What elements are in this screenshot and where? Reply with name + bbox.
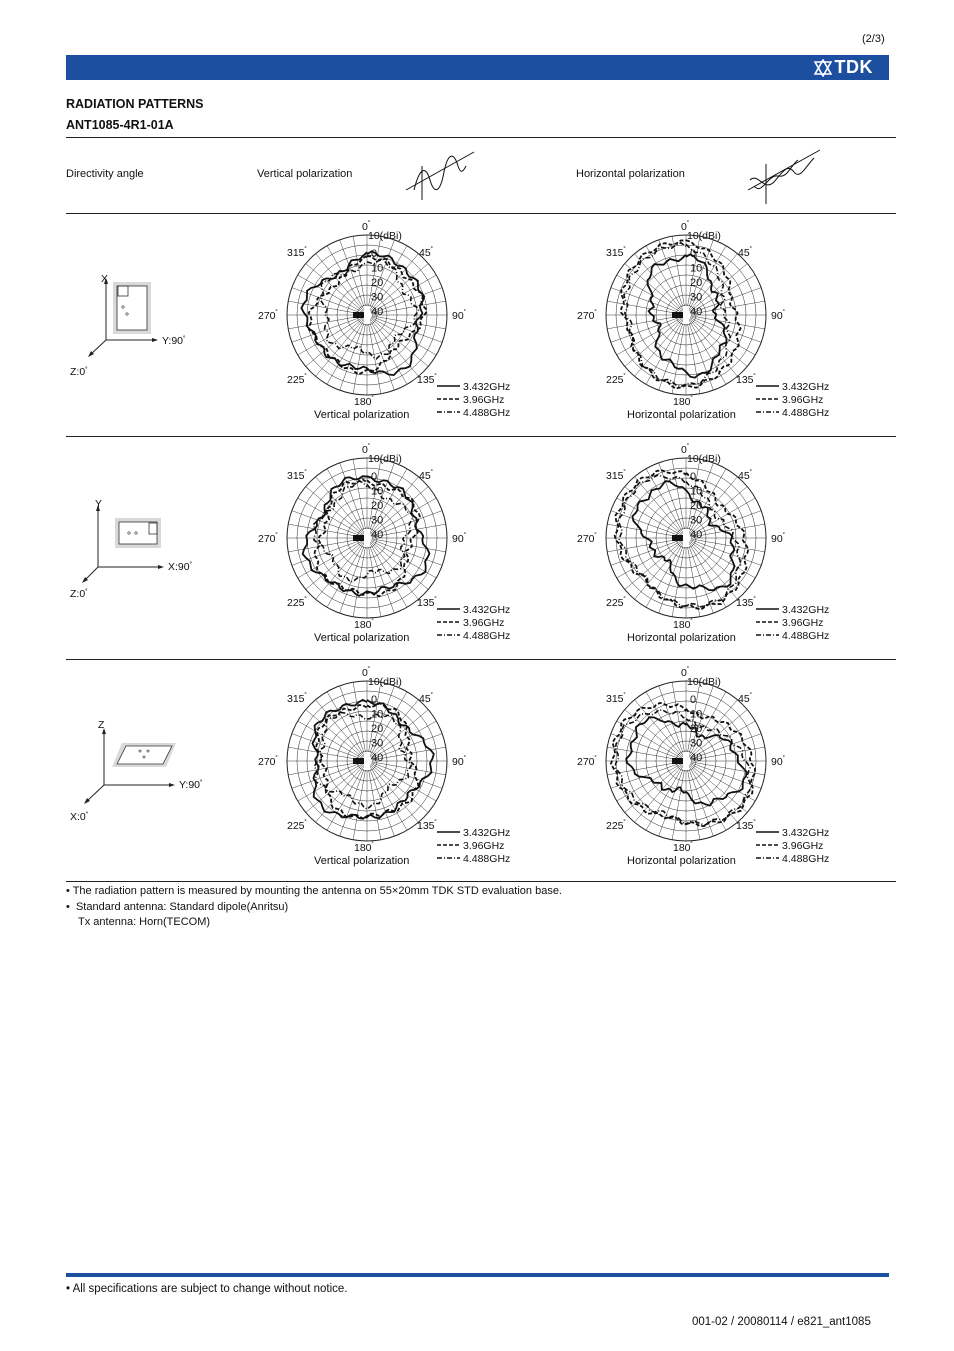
- legend-label: 3.96GHz: [463, 394, 505, 406]
- ring-label: 20: [371, 723, 384, 735]
- note-line: • Standard antenna: Standard dipole(Anritsu): [66, 900, 289, 913]
- unit-label: 10(dBi): [687, 676, 721, 688]
- part-number: ANT1085-4R1-01A: [66, 118, 174, 132]
- axis-up-label: Z: [98, 719, 105, 731]
- ring-label: 40: [690, 306, 703, 318]
- ring-label: 0: [690, 471, 697, 483]
- ring-label: 30: [371, 514, 384, 527]
- angle-label: 315˚: [606, 470, 626, 482]
- legend-label: 3.432GHz: [782, 604, 830, 616]
- ring-label: 20: [690, 723, 703, 735]
- document-code: 001-02 / 20080114 / e821_ant1085: [692, 1316, 871, 1328]
- angle-label: 315˚: [287, 693, 307, 705]
- axis-right-label: Y:90 ˚: [162, 335, 186, 347]
- ring-label: 30: [690, 291, 703, 304]
- angle-label: 180˚: [354, 619, 374, 631]
- page-number: (2/3): [862, 33, 885, 45]
- polarization-caption: Horizontal polarization: [627, 409, 736, 421]
- legend-label: 4.488GHz: [782, 853, 830, 865]
- axis-out-label: Z:0 ˚: [70, 588, 88, 600]
- polarization-caption: Vertical polarization: [314, 855, 410, 867]
- angle-label: 180˚: [673, 842, 693, 854]
- ring-label: 0: [690, 248, 697, 260]
- polar-chart-row2-vertical: [254, 442, 534, 652]
- angle-label: 0˚: [681, 444, 690, 456]
- angle-label: 135˚: [417, 597, 437, 609]
- angle-label: 270˚: [577, 310, 597, 322]
- angle-label: 90˚: [771, 533, 786, 545]
- angle-label: 225˚: [287, 597, 307, 609]
- horizontal-wave-icon: [744, 146, 824, 204]
- angle-label: 225˚: [287, 374, 307, 386]
- ring-label: 40: [371, 306, 384, 318]
- angle-label: 45˚: [738, 693, 753, 705]
- polar-grid: [573, 665, 853, 875]
- angle-label: 135˚: [417, 374, 437, 386]
- tdk-emblem-icon: [814, 59, 832, 77]
- unit-label: 10(dBi): [368, 230, 402, 242]
- header-bar: [66, 55, 889, 80]
- polar-chart-row3-vertical: [254, 665, 534, 875]
- angle-label: 270˚: [258, 756, 278, 768]
- note-line: • The radiation pattern is measured by mounting the antenna on 55×20mm TDK STD evaluation base.: [66, 885, 562, 897]
- ring-label: 10: [371, 485, 384, 498]
- polar-grid: [254, 442, 534, 652]
- angle-label: 180˚: [354, 842, 374, 854]
- vertical-wave-icon: [402, 146, 482, 204]
- angle-label: 0˚: [362, 221, 371, 233]
- legend-label: 3.96GHz: [782, 394, 824, 406]
- axis-right-label: Y:90 ˚: [179, 779, 203, 791]
- legend-label: 3.432GHz: [463, 604, 511, 616]
- legend-label: 3.432GHz: [463, 381, 511, 393]
- angle-label: 45˚: [419, 470, 434, 482]
- angle-label: 0˚: [362, 667, 371, 679]
- legend-label: 3.96GHz: [463, 617, 505, 629]
- polar-chart-row1-horizontal: [573, 219, 853, 429]
- polar-chart-row1-vertical: [254, 219, 534, 429]
- directivity-header: Directivity angle: [66, 168, 144, 180]
- angle-label: 225˚: [606, 597, 626, 609]
- angle-label: 0˚: [681, 667, 690, 679]
- vertical-header: Vertical polarization: [257, 168, 353, 180]
- angle-label: 90˚: [771, 310, 786, 322]
- angle-label: 315˚: [287, 247, 307, 259]
- horizontal-header: Horizontal polarization: [576, 168, 685, 180]
- polar-grid: [254, 219, 534, 429]
- angle-label: 90˚: [452, 310, 467, 322]
- angle-label: 180˚: [673, 619, 693, 631]
- divider: [66, 137, 896, 138]
- note-line: Tx antenna: Horn(TECOM): [66, 916, 211, 928]
- legend-label: 3.96GHz: [782, 840, 824, 852]
- legend-label: 4.488GHz: [782, 630, 830, 642]
- angle-label: 225˚: [606, 820, 626, 832]
- ring-label: 0: [371, 694, 378, 706]
- unit-label: 10(dBi): [368, 676, 402, 688]
- angle-label: 225˚: [606, 374, 626, 386]
- angle-label: 315˚: [606, 693, 626, 705]
- polar-grid: [254, 665, 534, 875]
- angle-label: 270˚: [258, 533, 278, 545]
- legend-label: 4.488GHz: [463, 853, 511, 865]
- polarization-caption: Vertical polarization: [314, 632, 410, 644]
- divider: [66, 881, 896, 882]
- divider: [66, 213, 896, 214]
- measurement-notes: [66, 884, 562, 931]
- legend-label: 3.96GHz: [782, 617, 824, 629]
- divider: [66, 659, 896, 660]
- polarization-caption: Horizontal polarization: [627, 632, 736, 644]
- legend-label: 4.488GHz: [782, 407, 830, 419]
- document-title: RADIATION PATTERNS: [66, 97, 204, 111]
- polar-grid: [573, 442, 853, 652]
- ring-label: 10: [690, 485, 703, 498]
- ring-label: 10: [371, 262, 384, 275]
- polar-chart-row2-horizontal: [573, 442, 853, 652]
- angle-label: 225˚: [287, 820, 307, 832]
- angle-label: 45˚: [419, 247, 434, 259]
- ring-label: 40: [690, 529, 703, 541]
- legend-label: 3.432GHz: [782, 381, 830, 393]
- footer-note: • All specifications are subject to change without notice.: [66, 1283, 348, 1295]
- ring-label: 20: [371, 500, 384, 512]
- ring-label: 40: [371, 752, 384, 764]
- ring-label: 30: [690, 514, 703, 527]
- ring-label: 20: [690, 277, 703, 289]
- angle-label: 135˚: [736, 820, 756, 832]
- ring-label: 40: [371, 529, 384, 541]
- legend-label: 4.488GHz: [463, 630, 511, 642]
- axis-out-label: Z:0 ˚: [70, 366, 88, 378]
- logo-text: TDK: [834, 57, 873, 77]
- tdk-logo: [814, 58, 874, 77]
- unit-label: 10(dBi): [687, 453, 721, 465]
- angle-label: 45˚: [738, 470, 753, 482]
- orientation-diagram-y-x: [60, 492, 210, 607]
- ring-label: 30: [371, 737, 384, 750]
- ring-label: 10: [690, 262, 703, 275]
- legend-label: 3.96GHz: [463, 840, 505, 852]
- angle-label: 180˚: [673, 396, 693, 408]
- angle-label: 90˚: [771, 756, 786, 768]
- ring-label: 30: [690, 737, 703, 750]
- footer-bar: [66, 1273, 889, 1277]
- polar-chart-row3-horizontal: [573, 665, 853, 875]
- angle-label: 90˚: [452, 533, 467, 545]
- legend-label: 4.488GHz: [463, 407, 511, 419]
- unit-label: 10(dBi): [687, 230, 721, 242]
- polar-grid: [573, 219, 853, 429]
- unit-label: 10(dBi): [368, 453, 402, 465]
- orientation-diagram-x-y: [60, 265, 210, 380]
- axis-up-label: X: [101, 273, 109, 285]
- ring-label: 0: [371, 248, 378, 260]
- angle-label: 90˚: [452, 756, 467, 768]
- ring-label: 10: [690, 708, 703, 721]
- angle-label: 135˚: [417, 820, 437, 832]
- orientation-diagram-z-y: [60, 715, 210, 830]
- angle-label: 0˚: [362, 444, 371, 456]
- angle-label: 0˚: [681, 221, 690, 233]
- divider: [66, 436, 896, 437]
- polarization-caption: Vertical polarization: [314, 409, 410, 421]
- ring-label: 10: [371, 708, 384, 721]
- angle-label: 135˚: [736, 374, 756, 386]
- angle-label: 135˚: [736, 597, 756, 609]
- angle-label: 270˚: [258, 310, 278, 322]
- angle-label: 180˚: [354, 396, 374, 408]
- angle-label: 270˚: [577, 756, 597, 768]
- ring-label: 20: [371, 277, 384, 289]
- legend-label: 3.432GHz: [463, 827, 511, 839]
- polarization-caption: Horizontal polarization: [627, 855, 736, 867]
- angle-label: 45˚: [419, 693, 434, 705]
- angle-label: 315˚: [287, 470, 307, 482]
- ring-label: 0: [371, 471, 378, 483]
- ring-label: 20: [690, 500, 703, 512]
- ring-label: 40: [690, 752, 703, 764]
- ring-label: 30: [371, 291, 384, 304]
- axis-right-label: X:90 ˚: [168, 561, 192, 573]
- axis-up-label: Y: [95, 498, 103, 510]
- angle-label: 270˚: [577, 533, 597, 545]
- legend-label: 3.432GHz: [782, 827, 830, 839]
- angle-label: 315˚: [606, 247, 626, 259]
- angle-label: 45˚: [738, 247, 753, 259]
- axis-out-label: X:0 ˚: [70, 811, 88, 823]
- ring-label: 0: [690, 694, 697, 706]
